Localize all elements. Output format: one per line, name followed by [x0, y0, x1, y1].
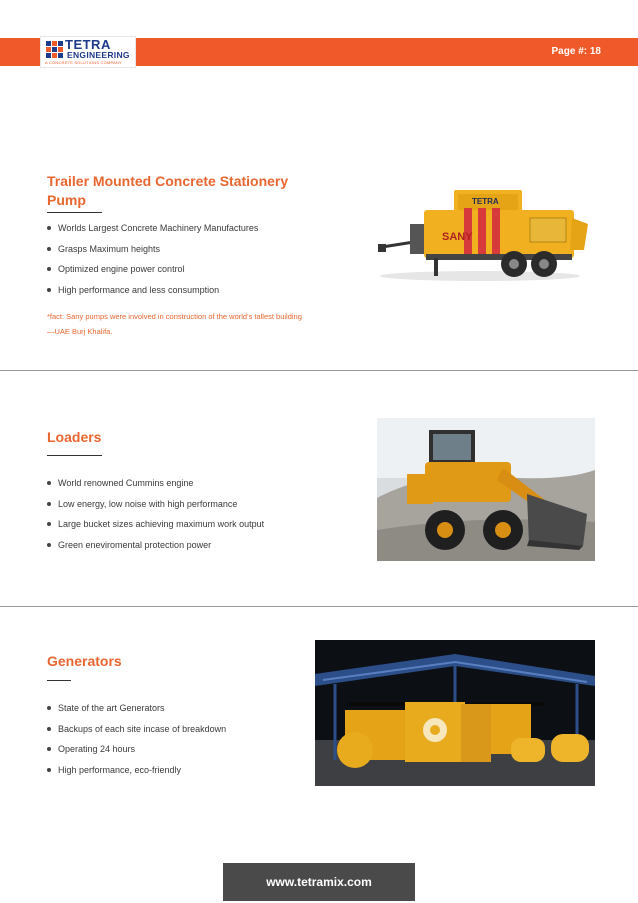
- title-underline: [47, 212, 102, 213]
- logo-brand: TETRA: [65, 37, 111, 52]
- list-item: World renowned Cummins engine: [47, 477, 264, 498]
- bullet-dot-icon: [47, 502, 51, 506]
- title-underline: [47, 455, 102, 456]
- list-item: Green eneviromental protection power: [47, 539, 264, 560]
- bullet-dot-icon: [47, 288, 51, 292]
- wheel-loader-photo: [377, 418, 595, 561]
- pump-tetra-label: TETRA: [472, 197, 499, 206]
- list-item: Large bucket sizes achieving maximum work output: [47, 518, 264, 539]
- bullet-dot-icon: [47, 226, 51, 230]
- bullet-dot-icon: [47, 768, 51, 772]
- pump-brand-label: SANY: [442, 231, 473, 243]
- list-item: Grasps Maximum heights: [47, 243, 258, 264]
- footer-website-link[interactable]: www.tetramix.com: [223, 863, 415, 901]
- list-item: State of the art Generators: [47, 702, 226, 723]
- generators-bullet-list: [47, 702, 226, 784]
- concrete-pump-photo: [362, 172, 594, 290]
- list-item: Worlds Largest Concrete Machinery Manufactures: [47, 222, 258, 243]
- bullet-dot-icon: [47, 706, 51, 710]
- list-item: Low energy, low noise with high performance: [47, 498, 264, 519]
- loaders-bullet-list: [47, 477, 264, 559]
- bullet-dot-icon: [47, 481, 51, 485]
- list-item: Backups of each site incase of breakdown: [47, 723, 226, 744]
- bullet-dot-icon: [47, 267, 51, 271]
- bullet-dot-icon: [47, 543, 51, 547]
- concrete-pump-bullet-list: [47, 222, 258, 304]
- list-item: High performance and less consumption: [47, 284, 258, 305]
- list-item: Optimized engine power control: [47, 263, 258, 284]
- section-divider: [0, 606, 638, 607]
- section-title-concrete-pump: Trailer Mounted Concrete Stationery Pump: [47, 173, 289, 208]
- company-logo: [40, 36, 136, 68]
- section-divider: [0, 370, 638, 371]
- list-item: Operating 24 hours: [47, 743, 226, 764]
- title-underline: [47, 680, 71, 681]
- generators-photo: [315, 640, 595, 786]
- bullet-dot-icon: [47, 747, 51, 751]
- logo-grid-icon: [46, 41, 64, 59]
- page-number: Page #: 18: [551, 46, 601, 57]
- bullet-dot-icon: [47, 727, 51, 731]
- section-title-loaders: Loaders: [47, 429, 102, 445]
- bullet-dot-icon: [47, 247, 51, 251]
- bullet-dot-icon: [47, 522, 51, 526]
- fact-note: *fact: Sany pumps were involved in construction of the world's tallest building—UAE Burj Khalifa.: [47, 312, 302, 336]
- list-item: High performance, eco-friendly: [47, 764, 226, 785]
- logo-tagline: A CONCRETE SOLUTIONS COMPANY: [45, 60, 122, 65]
- section-title-generators: Generators: [47, 653, 122, 669]
- logo-subtitle: ENGINEERING: [67, 50, 130, 60]
